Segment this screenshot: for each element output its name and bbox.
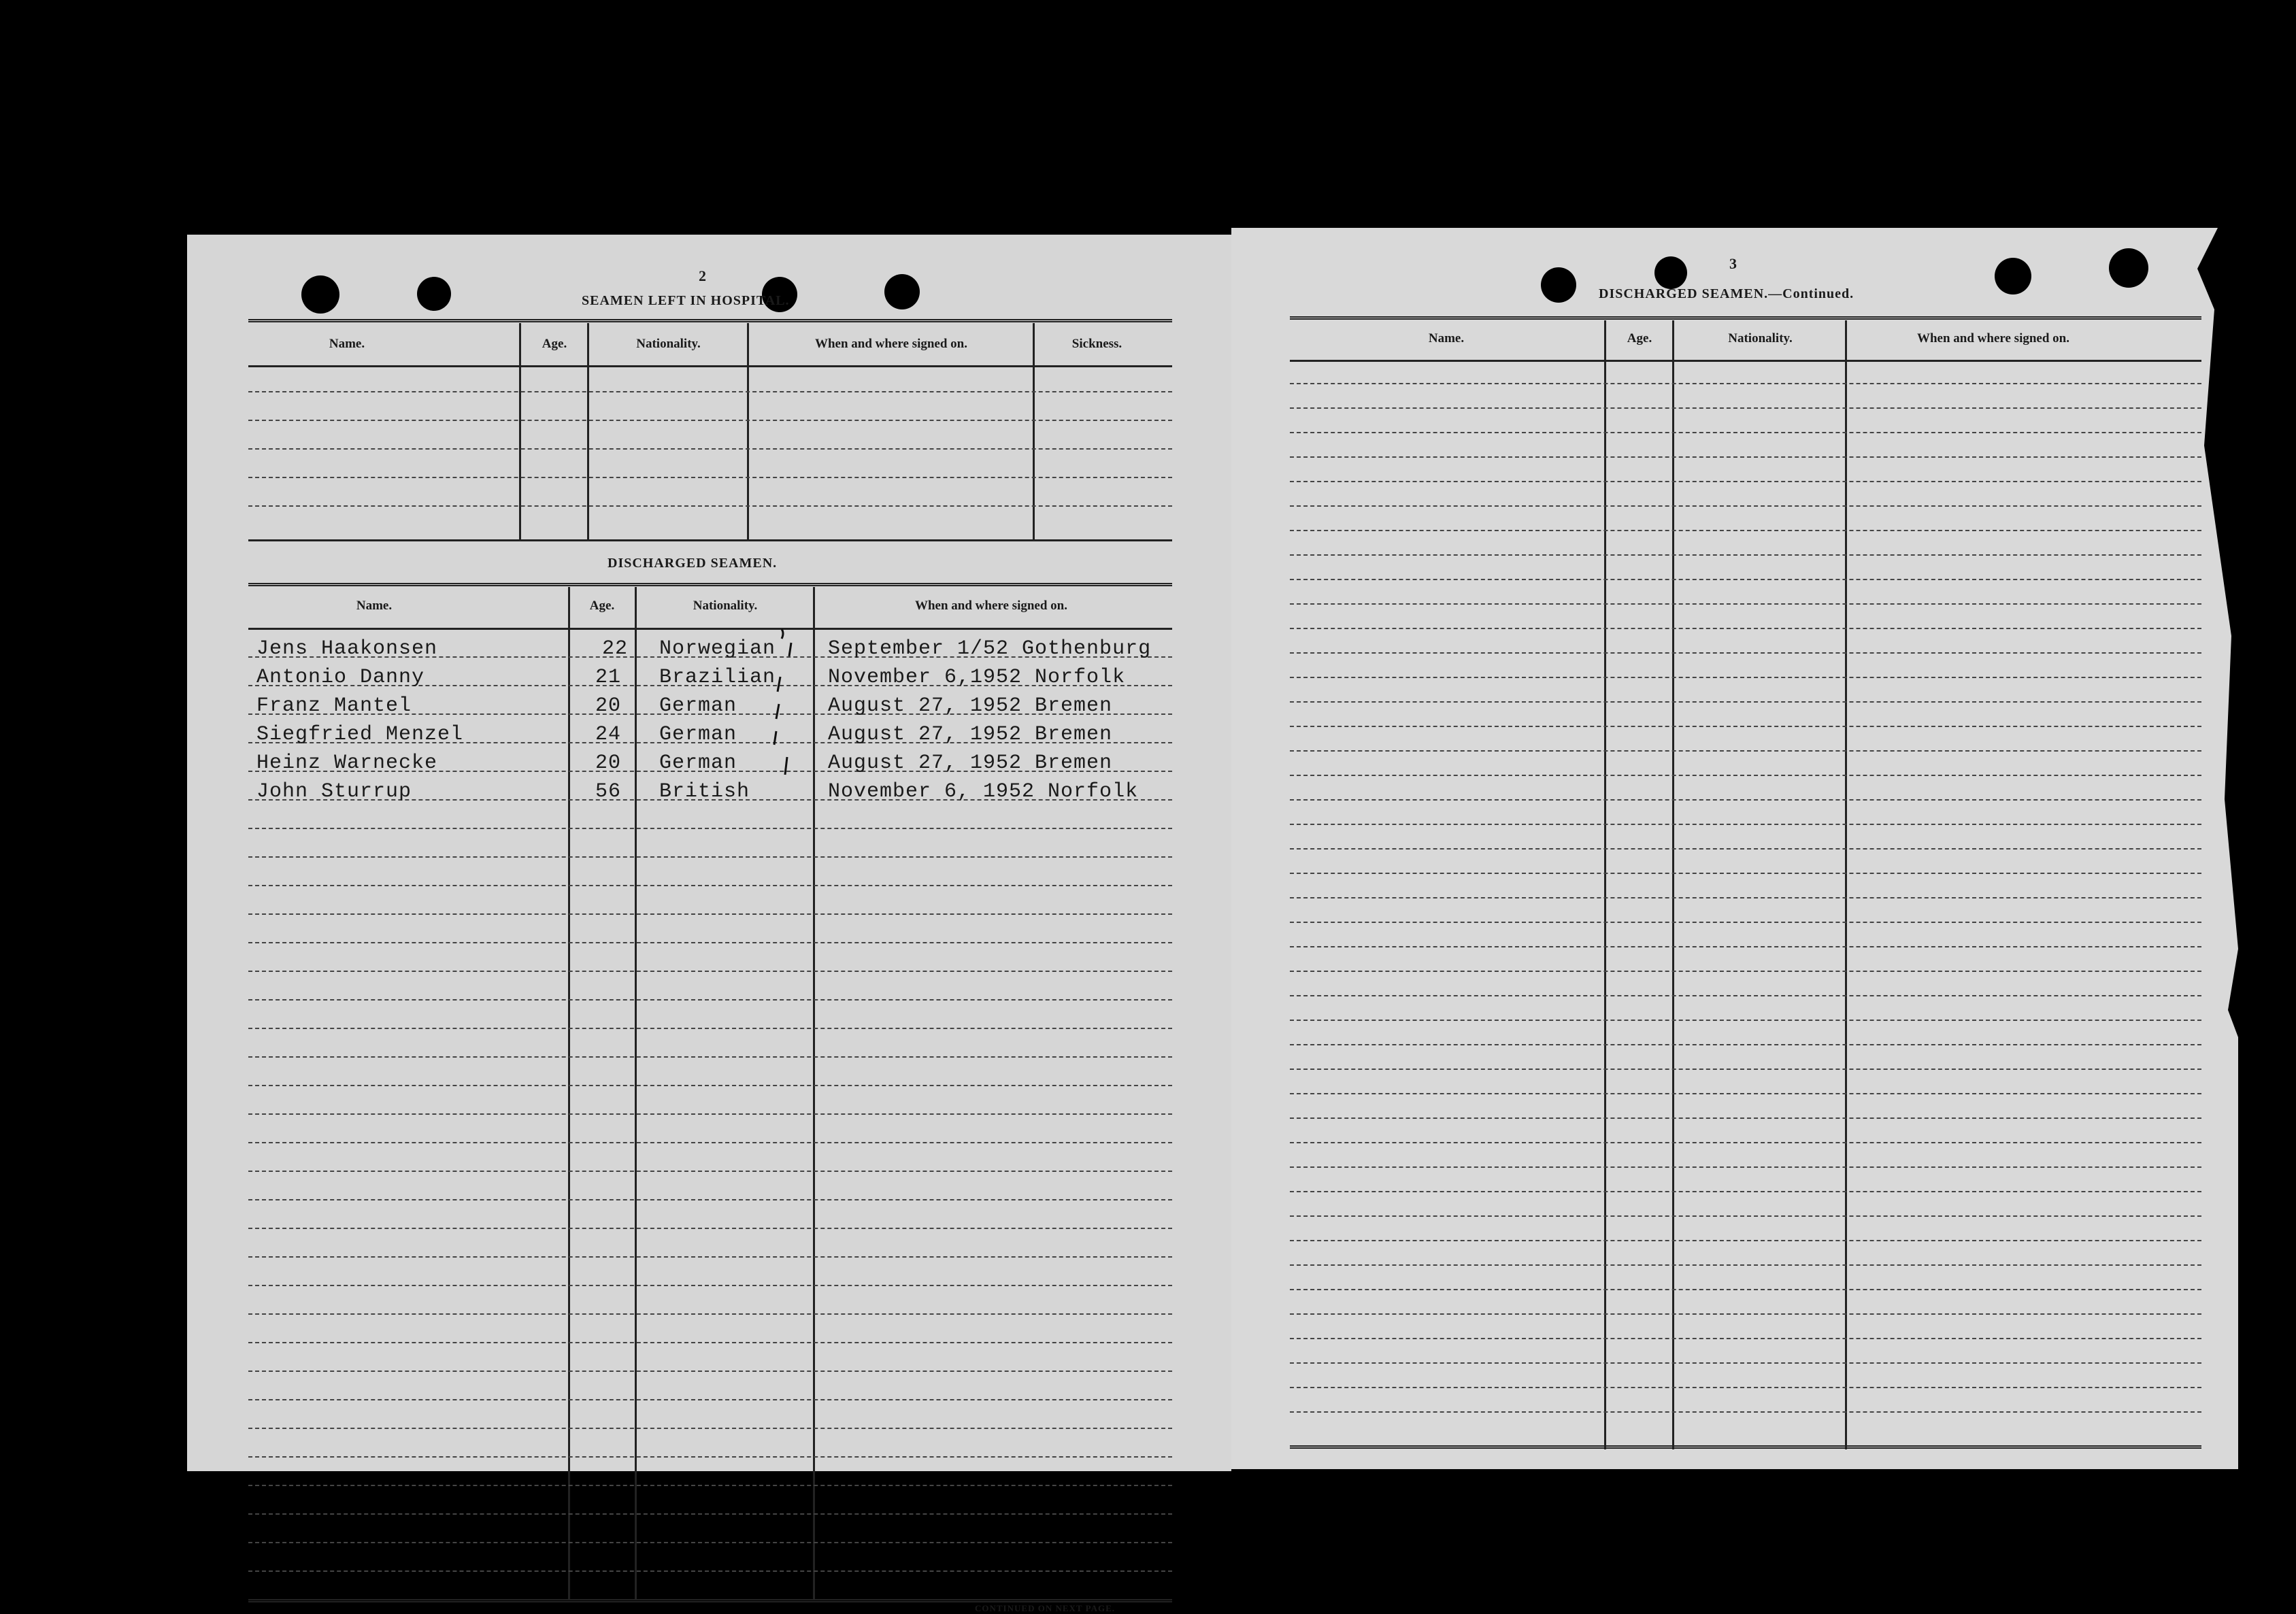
column-header-signed-on: When and where signed on. (1916, 331, 2069, 346)
punch-hole (1541, 267, 1576, 303)
seaman-signed-on: August 27, 1952 Bremen (828, 752, 1113, 775)
row-line (1290, 971, 2201, 972)
seaman-nationality: Brazilian (659, 666, 776, 689)
column-header-signed-on: When and where signed on. (914, 599, 1067, 613)
row-line (1290, 481, 2201, 482)
row-line (1290, 1240, 2201, 1241)
seaman-nationality: Norwegian (659, 637, 776, 660)
row-line (248, 1485, 1172, 1486)
row-line (248, 1113, 1172, 1115)
row-line (1290, 579, 2201, 580)
column-divider (1033, 323, 1035, 541)
row-line (248, 1171, 1172, 1172)
column-header-nationality: Nationality. (1728, 331, 1793, 346)
row-line (248, 885, 1172, 886)
continued-footnote: CONTINUED ON NEXT PAGE. (975, 1603, 1115, 1613)
tick-mark (782, 629, 783, 639)
row-line (248, 1456, 1172, 1458)
column-header-name: Name. (356, 599, 393, 613)
row-line (1290, 873, 2201, 874)
row-line (1290, 677, 2201, 678)
row-line (1290, 1069, 2201, 1070)
row-line (248, 477, 1172, 478)
column-divider (747, 323, 749, 541)
row-line (1290, 383, 2201, 384)
row-line (248, 1285, 1172, 1286)
row-line (1290, 603, 2201, 605)
seaman-signed-on: November 6,1952 Norfolk (828, 666, 1126, 689)
row-line (1290, 1411, 2201, 1413)
row-line (1290, 824, 2201, 825)
punch-hole (1654, 256, 1687, 289)
row-line (248, 999, 1172, 1001)
row-line (248, 1371, 1172, 1372)
seaman-name: Heinz Warnecke (256, 752, 438, 775)
row-line (1290, 848, 2201, 850)
row-line (248, 391, 1172, 392)
row-line (1290, 726, 2201, 727)
row-line (1290, 946, 2201, 947)
table-rule (1290, 316, 2201, 320)
row-line (1290, 1264, 2201, 1266)
column-divider (1672, 320, 1674, 1449)
seaman-name: John Sturrup (256, 780, 412, 803)
row-line (1290, 1338, 2201, 1339)
page-number: 3 (1729, 255, 1737, 272)
table-rule (248, 1599, 1172, 1602)
row-line (248, 1142, 1172, 1143)
punch-hole (884, 274, 920, 309)
row-line (248, 1228, 1172, 1229)
row-line (248, 1342, 1172, 1343)
punch-hole (301, 275, 339, 314)
seaman-age: 20 (595, 752, 621, 775)
tick-mark (776, 704, 779, 719)
continued-section-title: DISCHARGED SEAMEN.—Continued. (1599, 286, 1854, 301)
column-header-age: Age. (589, 599, 615, 613)
column-header-name: Name. (1428, 331, 1465, 346)
row-line (248, 942, 1172, 943)
row-line (1290, 554, 2201, 556)
seaman-name: Antonio Danny (256, 666, 425, 689)
row-line (248, 1313, 1172, 1315)
row-line (1290, 1020, 2201, 1021)
seaman-nationality: German (659, 723, 737, 746)
row-line (1290, 1166, 2201, 1168)
seaman-signed-on: August 27, 1952 Bremen (828, 723, 1113, 746)
row-line (1290, 897, 2201, 898)
seaman-nationality: German (659, 752, 737, 775)
table-rule (248, 539, 1172, 541)
row-line (1290, 1289, 2201, 1290)
torn-edge (2177, 228, 2252, 1469)
seaman-signed-on: September 1/52 Gothenburg (828, 637, 1152, 660)
row-line (1290, 922, 2201, 923)
row-line (248, 505, 1172, 507)
row-line (248, 420, 1172, 421)
hospital-section-title: SEAMEN LEFT IN HOSPITAL. (582, 293, 790, 308)
seaman-signed-on: November 6, 1952 Norfolk (828, 780, 1139, 803)
row-line (248, 448, 1172, 450)
left-page (187, 235, 1231, 1613)
punch-hole (2109, 248, 2148, 288)
column-divider (1845, 320, 1847, 1449)
row-line (248, 1542, 1172, 1543)
table-rule (1290, 360, 2201, 362)
column-header-age: Age. (542, 337, 567, 351)
row-line (248, 1570, 1172, 1572)
row-line (1290, 652, 2201, 654)
row-line (1290, 505, 2201, 507)
seaman-nationality: British (659, 780, 750, 803)
row-line (248, 828, 1172, 829)
row-line (1290, 775, 2201, 776)
tick-mark (774, 731, 776, 745)
row-line (248, 1256, 1172, 1258)
seaman-name: Franz Mantel (256, 694, 412, 718)
seaman-name: Siegfried Menzel (256, 723, 464, 746)
column-header-signed-on: When and where signed on. (814, 337, 967, 351)
row-line (1290, 1191, 2201, 1192)
row-line (248, 1399, 1172, 1400)
seaman-age: 20 (595, 694, 621, 718)
column-header-nationality: Nationality. (636, 337, 701, 351)
column-header-sickness: Sickness. (1071, 337, 1122, 351)
tick-mark (778, 677, 780, 692)
row-line (1290, 750, 2201, 752)
check-marks (772, 622, 827, 799)
tick-mark (789, 643, 791, 656)
seaman-age: 21 (595, 666, 621, 689)
table-rule (248, 319, 1172, 322)
row-line (248, 1428, 1172, 1429)
column-divider (519, 323, 521, 541)
tick-mark (785, 757, 787, 775)
row-line (1290, 456, 2201, 458)
table-rule (1290, 1445, 2201, 1449)
row-line (248, 971, 1172, 972)
seaman-age: 24 (595, 723, 621, 746)
discharged-section-title: DISCHARGED SEAMEN. (608, 556, 778, 571)
row-line (1290, 1142, 2201, 1143)
row-line (1290, 407, 2201, 409)
seaman-age: 56 (595, 780, 621, 803)
row-line (248, 1028, 1172, 1029)
punch-hole (417, 277, 451, 311)
right-page (1231, 228, 2252, 1469)
row-line (1290, 628, 2201, 629)
row-line (248, 1513, 1172, 1515)
row-line (1290, 1362, 2201, 1364)
seaman-age: 22 (601, 637, 628, 660)
row-line (248, 856, 1172, 858)
row-line (1290, 1093, 2201, 1094)
row-line (248, 913, 1172, 915)
row-line (248, 1056, 1172, 1058)
table-rule (248, 628, 1172, 630)
row-line (1290, 1215, 2201, 1217)
table-rule (248, 583, 1172, 586)
column-divider (587, 323, 589, 541)
column-header-name: Name. (329, 337, 365, 351)
row-line (1290, 799, 2201, 801)
row-line (1290, 432, 2201, 433)
punch-hole (1995, 258, 2031, 295)
row-line (1290, 1044, 2201, 1045)
row-line (248, 1199, 1172, 1200)
seaman-signed-on: August 27, 1952 Bremen (828, 694, 1113, 718)
row-line (1290, 701, 2201, 703)
column-header-nationality: Nationality. (693, 599, 758, 613)
column-divider (635, 587, 637, 1599)
row-line (1290, 1117, 2201, 1119)
row-line (1290, 1313, 2201, 1315)
row-line (248, 1085, 1172, 1086)
seaman-name: Jens Haakonsen (256, 637, 438, 660)
column-divider (1604, 320, 1606, 1449)
row-line (1290, 530, 2201, 531)
column-header-age: Age. (1627, 331, 1652, 346)
page-number: 2 (699, 267, 706, 284)
seaman-nationality: German (659, 694, 737, 718)
row-line (1290, 995, 2201, 996)
row-line (1290, 1387, 2201, 1388)
